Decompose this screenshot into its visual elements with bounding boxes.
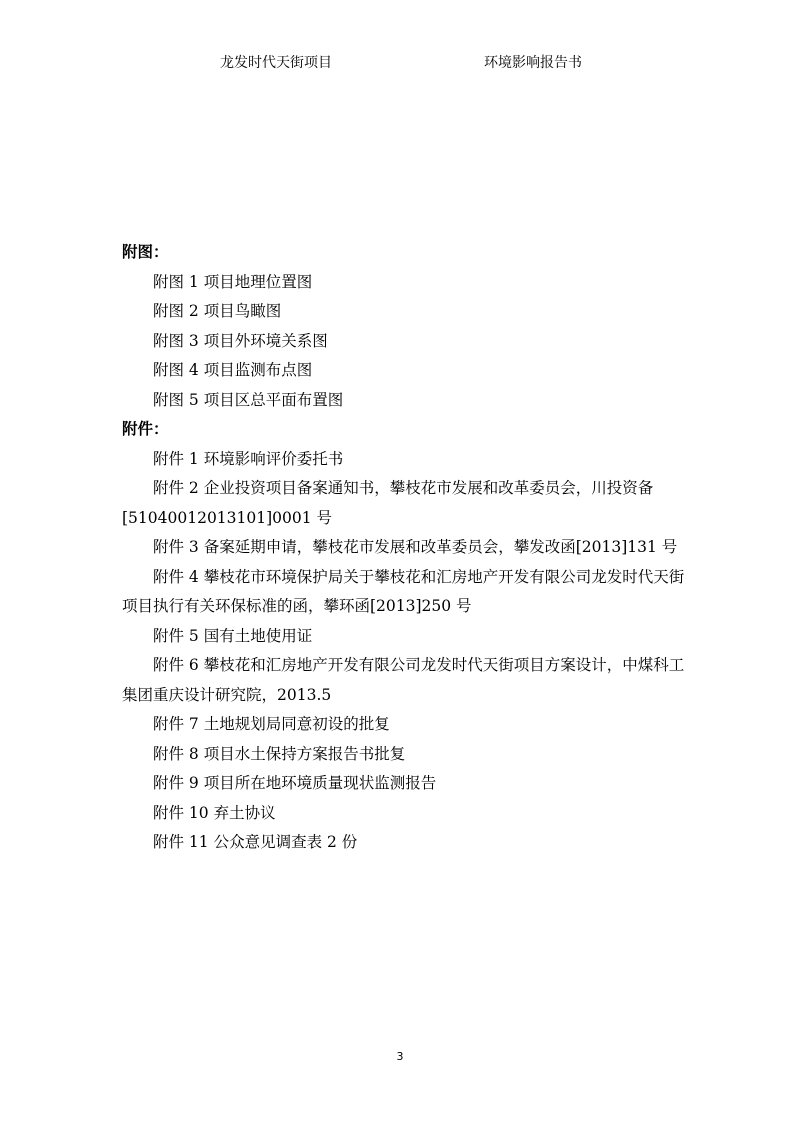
attachments-section-title: 附件： <box>122 420 169 438</box>
attachment-item: 附件 5 国有土地使用证 <box>153 626 313 645</box>
header-project-name: 龙发时代天街项目 <box>220 55 332 71</box>
header-report-title: 环境影响报告书 <box>484 55 582 71</box>
page-number: 3 <box>396 1050 404 1063</box>
attachment-item: 附件 10 弃土协议 <box>153 803 276 822</box>
attachment-item: 附件 4 攀枝花市环境保护局关于攀枝花和汇房地产开发有限公司龙发时代天街项目执行有关环保标准的函，攀环函[2013]250 号 <box>122 567 685 615</box>
attachment-item: 附件 3 备案延期申请，攀枝花市发展和改革委员会，攀发改函[2013]131 号 <box>153 538 678 556</box>
figure-item: 附图 5 项目区总平面布置图 <box>153 390 344 409</box>
figure-item: 附图 2 项目鸟瞰图 <box>153 302 282 320</box>
attachment-item: 附件 2 企业投资项目备案通知书，攀枝花市发展和改革委员会，川投资备[51040012013101]0001 号 <box>122 479 654 527</box>
attachment-item: 附件 9 项目所在地环境质量现状监测报告 <box>153 774 437 792</box>
figures-section-title: 附图： <box>122 243 169 261</box>
figure-item: 附图 1 项目地理位置图 <box>153 272 313 291</box>
figure-item: 附图 4 项目监测布点图 <box>153 361 313 379</box>
attachment-item: 附件 7 土地规划局同意初设的批复 <box>153 715 390 733</box>
figure-item: 附图 3 项目外环境关系图 <box>153 331 328 350</box>
attachment-item: 附件 8 项目水土保持方案报告书批复 <box>153 744 406 763</box>
attachment-item: 附件 1 环境影响评价委托书 <box>153 449 344 468</box>
attachment-item: 附件 6 攀枝花和汇房地产开发有限公司龙发时代天街项目方案设计，中煤科工集团重庆设计研究院，2013.5 <box>122 656 685 704</box>
document-body <box>122 238 690 858</box>
attachment-item: 附件 11 公众意见调查表 2 份 <box>153 833 358 851</box>
